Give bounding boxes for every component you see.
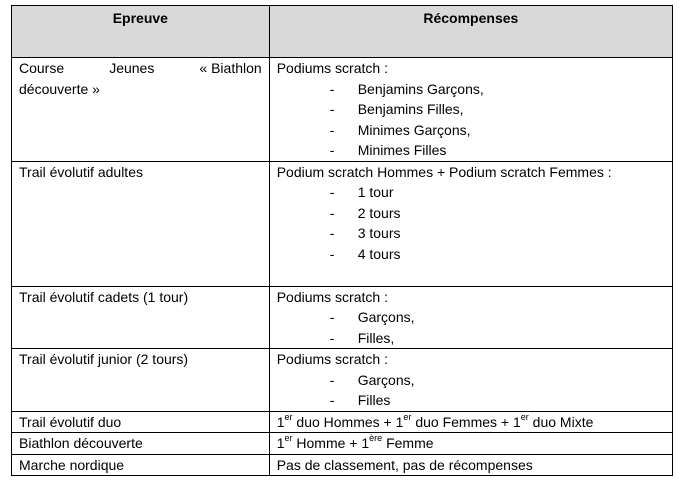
reward-text: duo Mixte	[528, 413, 594, 430]
dash-bullet: -	[329, 142, 335, 158]
table-row	[12, 349, 673, 412]
event-cell: Trail évolutif cadets (1 tour)	[12, 286, 270, 349]
ordinal-suffix: ère	[369, 433, 383, 444]
dash-bullet: -	[329, 329, 335, 346]
list-item	[277, 307, 665, 328]
event-word: Course	[19, 60, 65, 76]
event-cell: Trail évolutif junior (2 tours)	[12, 349, 270, 412]
reward-list	[277, 79, 665, 161]
list-item	[277, 79, 665, 100]
dash-bullet: -	[329, 184, 335, 200]
reward-title: Podiums scratch :	[276, 351, 388, 367]
table-row	[12, 411, 673, 433]
table-row	[12, 58, 673, 162]
dash-bullet: -	[329, 225, 335, 241]
dash-bullet: -	[329, 101, 335, 117]
ordinal-number: 1	[395, 413, 404, 430]
ordinal-number: 1	[276, 413, 285, 430]
event-cell: Trail évolutif adultes	[12, 161, 270, 286]
reward-item-text: Garçons,	[357, 309, 415, 325]
ordinal-number: 1	[276, 435, 285, 451]
dash-bullet: -	[329, 80, 335, 97]
event-cell: Marche nordique	[12, 454, 270, 476]
reward-text: Homme +	[292, 435, 362, 451]
list-item	[277, 370, 665, 391]
reward-item-text: Minimes Filles	[357, 142, 447, 158]
list-item	[277, 390, 665, 411]
reward-item-text: Benjamins Filles,	[357, 101, 464, 117]
reward-cell	[269, 161, 672, 286]
event-cell: Biathlon découverte	[12, 433, 270, 455]
event-cell	[12, 58, 270, 162]
header-row	[12, 6, 673, 58]
reward-item-text: 1 tour	[357, 184, 394, 200]
reward-item-text: 2 tours	[357, 204, 401, 221]
table-row	[12, 161, 673, 286]
reward-item-text: Benjamins Garçons,	[357, 80, 484, 97]
reward-cell	[269, 58, 672, 162]
dash-bullet: -	[329, 121, 335, 138]
dash-bullet: -	[329, 309, 335, 325]
reward-item-text: 4 tours	[357, 245, 401, 262]
dash-bullet: -	[329, 371, 335, 388]
reward-title: Podiums scratch :	[276, 60, 388, 76]
reward-cell	[269, 411, 672, 433]
ordinal-suffix: er	[520, 411, 529, 422]
ordinal-suffix: er	[284, 433, 293, 444]
list-item	[277, 223, 665, 244]
ordinal-suffix: er	[284, 411, 293, 422]
list-item	[277, 99, 665, 120]
header-recompenses: Récompenses	[269, 6, 672, 58]
reward-item-text: Filles,	[357, 329, 395, 346]
list-item	[277, 244, 665, 265]
dash-bullet: -	[329, 204, 335, 221]
reward-item-text: Filles	[357, 392, 391, 408]
reward-item-text: 3 tours	[357, 225, 401, 241]
reward-cell: Pas de classement, pas de récompenses	[269, 454, 672, 476]
ordinal-number: 1	[512, 413, 521, 430]
reward-title: Podiums scratch :	[276, 288, 388, 305]
list-item	[277, 182, 665, 203]
list-item	[277, 120, 665, 141]
ordinal-number: 1	[361, 435, 370, 451]
table-row	[12, 433, 673, 455]
event-word: Jeunes	[109, 60, 155, 76]
reward-text: duo Femmes +	[411, 413, 513, 430]
reward-title: Podium scratch Hommes + Podium scratch Femmes :	[276, 163, 612, 180]
list-item	[277, 328, 665, 349]
reward-item-text: Garçons,	[357, 371, 415, 388]
event-cell: Trail évolutif duo	[12, 411, 270, 433]
awards-table	[11, 5, 673, 476]
reward-list	[277, 307, 665, 348]
dash-bullet: -	[329, 392, 335, 408]
reward-cell	[269, 286, 672, 349]
list-item	[277, 140, 665, 161]
event-word: « Biathlon	[199, 60, 262, 76]
ordinal-suffix: er	[403, 411, 412, 422]
table-row	[12, 286, 673, 349]
reward-cell	[269, 349, 672, 412]
reward-list	[277, 182, 665, 264]
reward-text: duo Hommes +	[292, 413, 396, 430]
reward-item-text: Minimes Garçons,	[357, 121, 471, 138]
header-epreuve: Epreuve	[12, 6, 270, 58]
reward-cell	[269, 433, 672, 455]
reward-text: Femme	[382, 435, 434, 451]
event-line-continued: découverte »	[19, 80, 100, 97]
event-line-justified	[19, 58, 262, 79]
reward-list	[277, 370, 665, 411]
table-row	[12, 454, 673, 476]
list-item	[277, 203, 665, 224]
dash-bullet: -	[329, 245, 335, 262]
